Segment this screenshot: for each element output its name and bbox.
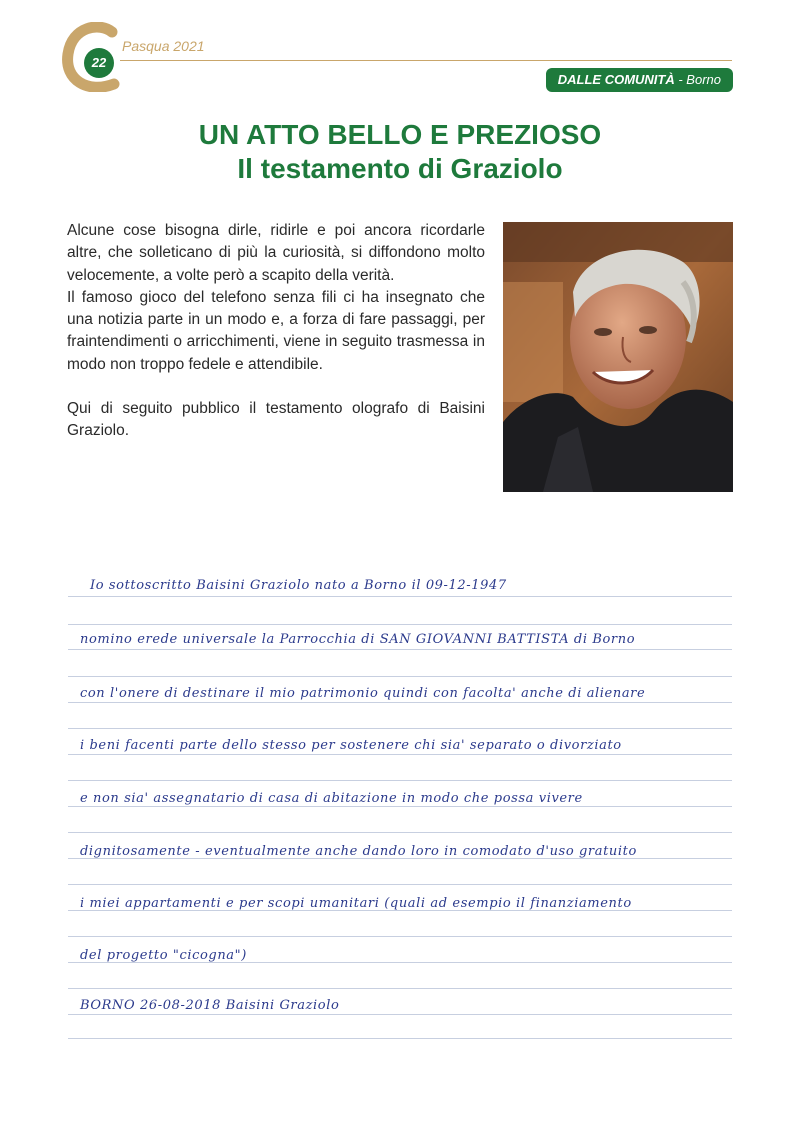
paragraph-gap xyxy=(67,376,485,398)
page-number: 22 xyxy=(84,48,114,78)
ruled-line xyxy=(68,728,732,729)
ruled-line xyxy=(68,702,732,703)
ruled-line xyxy=(68,649,732,650)
article-subtitle: Il testamento di Graziolo xyxy=(237,153,563,184)
ruled-line xyxy=(68,1038,732,1039)
section-badge xyxy=(546,68,733,92)
testament-line-8: del progetto "cicogna") xyxy=(80,948,247,963)
ruled-line xyxy=(68,596,732,597)
ruled-line xyxy=(68,676,732,677)
section-name: DALLE COMUNITÀ xyxy=(557,72,675,87)
testament-line-7: i miei appartamenti e per scopi umanitari (quali ad esempio il finanziamento xyxy=(80,896,632,911)
article-body xyxy=(67,220,485,443)
testament-line-4: i beni facenti parte dello stesso per sostenere chi sia' separato o divorziato xyxy=(80,738,622,753)
testament-line-6: dignitosamente - eventualmente anche dando loro in comodato d'uso gratuito xyxy=(80,844,637,859)
ruled-line xyxy=(68,832,732,833)
testament-line-3: con l'onere di destinare il mio patrimonio quindi con facolta' anche di alienare xyxy=(80,686,646,701)
paragraph-3: Qui di seguito pubblico il testamento olografo di Baisini Graziolo. xyxy=(67,400,485,440)
testament-line-2: nomino erede universale la Parrocchia di SAN GIOVANNI BATTISTA di Borno xyxy=(80,632,636,647)
ruled-line xyxy=(68,884,732,885)
portrait-photo xyxy=(503,222,733,492)
paragraph-2: Il famoso gioco del telefono senza fili ci ha insegnato che una notizia parte in un modo e, a forza di fare passaggi, per fraintendimenti o arricchimenti, viene in seguito trasmessa in modo non troppo fedele e attendibile. xyxy=(67,288,485,373)
ruled-line xyxy=(68,988,732,989)
testament-line-5: e non sia' assegnatario di casa di abitazione in modo che possa vivere xyxy=(80,791,583,806)
section-location: - Borno xyxy=(674,72,721,87)
ruled-line xyxy=(68,754,732,755)
testament-line-1: Io sottoscritto Baisini Graziolo nato a Borno il 09-12-1947 xyxy=(90,578,507,593)
article-title: UN ATTO BELLO E PREZIOSO xyxy=(198,119,602,150)
handwritten-testament xyxy=(68,548,732,1048)
header-rule xyxy=(120,60,732,61)
ruled-line xyxy=(68,780,732,781)
testament-signature-line: BORNO 26-08-2018 Baisini Graziolo xyxy=(80,998,340,1013)
issue-label: Pasqua 2021 xyxy=(122,38,205,54)
ruled-line xyxy=(68,1014,732,1015)
ruled-line xyxy=(68,624,732,625)
paragraph-1: Alcune cose bisogna dirle, ridirle e poi ancora ricordarle altre, che solleticano di più la curiosità, si diffondono molto velocemente, a volte però a scapito della verità. xyxy=(67,222,485,284)
ruled-line xyxy=(68,806,732,807)
ruled-line xyxy=(68,936,732,937)
